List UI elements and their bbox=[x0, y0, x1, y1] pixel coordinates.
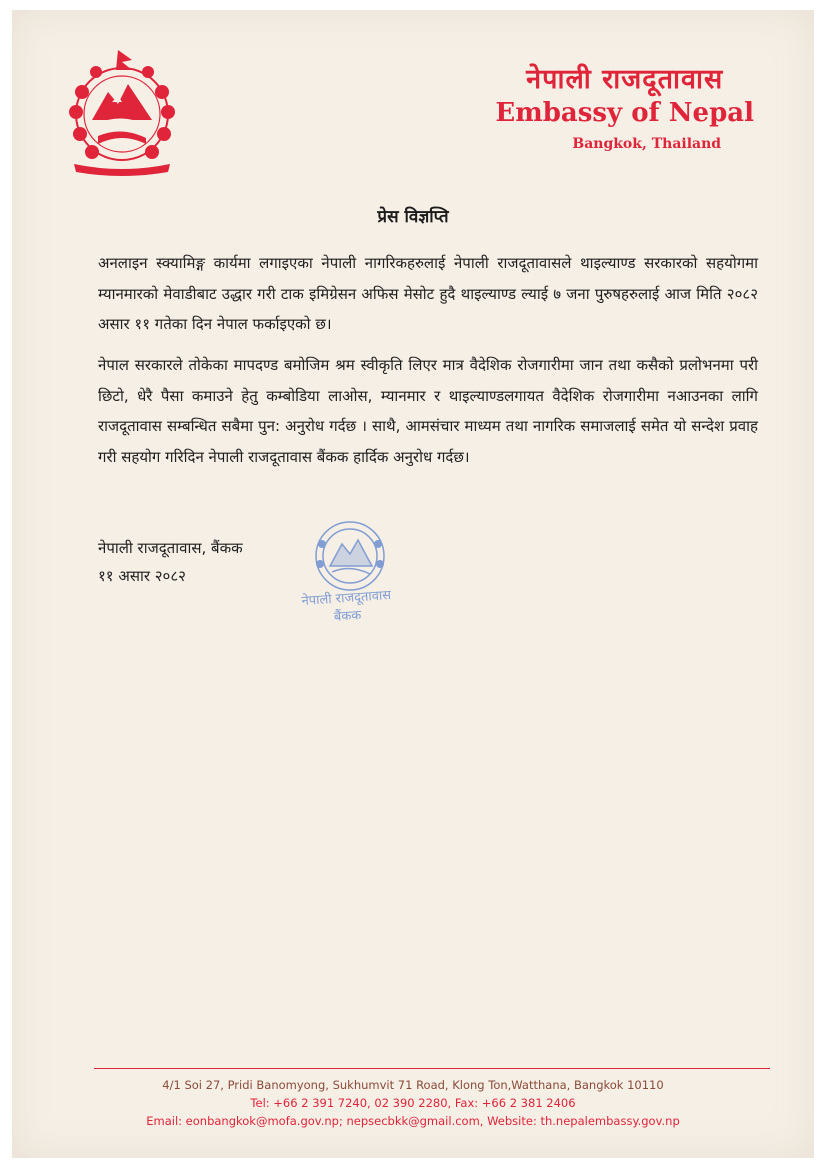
embassy-name-nepali: नेपाली राजदूतावास bbox=[526, 64, 724, 95]
footer-address: 4/1 Soi 27, Pridi Banomyong, Sukhumvit 71 Road, Klong Ton,Watthana, Bangkok 10110 bbox=[162, 1078, 664, 1092]
stamp-emblem-icon bbox=[292, 516, 402, 596]
stamp-text bbox=[291, 586, 403, 630]
signature-date: ११ असार २०८२ bbox=[98, 567, 186, 585]
nepal-emblem-icon bbox=[52, 40, 192, 180]
stamp-line-1: नेपाली राजदूतावास bbox=[301, 587, 392, 610]
embassy-location: Bangkok, Thailand bbox=[572, 136, 722, 152]
stamp-line-2: बैंकक bbox=[333, 608, 362, 625]
signature-org: नेपाली राजदूतावास, बैंकक bbox=[98, 539, 243, 557]
official-stamp bbox=[292, 516, 402, 636]
paragraph-2: नेपाल सरकारले तोकेका मापदण्ड बमोजिम श्रम स्वीकृति लिएर मात्र वैदेशिक रोजगारीमा जान तथा कसैको प्रलोभनमा परी छिटो, धेरै पैसा कमाउने हेतु कम्बोडिया लाओस, म्यानमार र थाइल्याण्डलगायत वैदेशिक रोजगारीमा नआउनका लागि राजदूतावास सम्बन्धित सबैमा पुन: अनुरोध गर्दछ । साथै, आमसंचार माध्यम तथा नागरिक समाजलाई समेत यो सन्देश प्रवाह गरी सहयोग गरिदिन नेपाली राजदूतावास बैंकक हार्दिक अनुरोध गर्दछ। bbox=[98, 356, 758, 466]
embassy-letterhead bbox=[495, 64, 754, 158]
paragraph-1: अनलाइन स्क्यामिङ्ग कार्यमा लगाइएका नेपाली नागरिकहरुलाई नेपाली राजदूतावासले थाइल्याण्ड सरकारको सहयोगमा म्यानमारको मेवाडीबाट उद्धार गरी टाक इमिग्रेसन अफिस मेसोट हुदै थाइल्याण्ड ल्याई ७ जना पुरुषहरुलाई आज मिति २०८२ असार ११ गतेका दिन नेपाल फर्काइएको छ। bbox=[98, 254, 758, 333]
footer-phone-fax: Tel: +66 2 391 7240, 02 390 2280, Fax: +66 2 381 2406 bbox=[250, 1096, 576, 1110]
footer-divider bbox=[94, 1068, 770, 1069]
footer-contact bbox=[12, 1076, 814, 1130]
letter-page bbox=[12, 10, 814, 1158]
embassy-name-english: Embassy of Nepal bbox=[495, 98, 754, 128]
signature-block bbox=[98, 534, 243, 590]
footer-email-web: Email: eonbangkok@mofa.gov.np; nepsecbkk@gmail.com, Website: th.nepalembassy.gov.np bbox=[146, 1114, 680, 1128]
document-title: प्रेस विज्ञप्ति bbox=[377, 207, 449, 227]
